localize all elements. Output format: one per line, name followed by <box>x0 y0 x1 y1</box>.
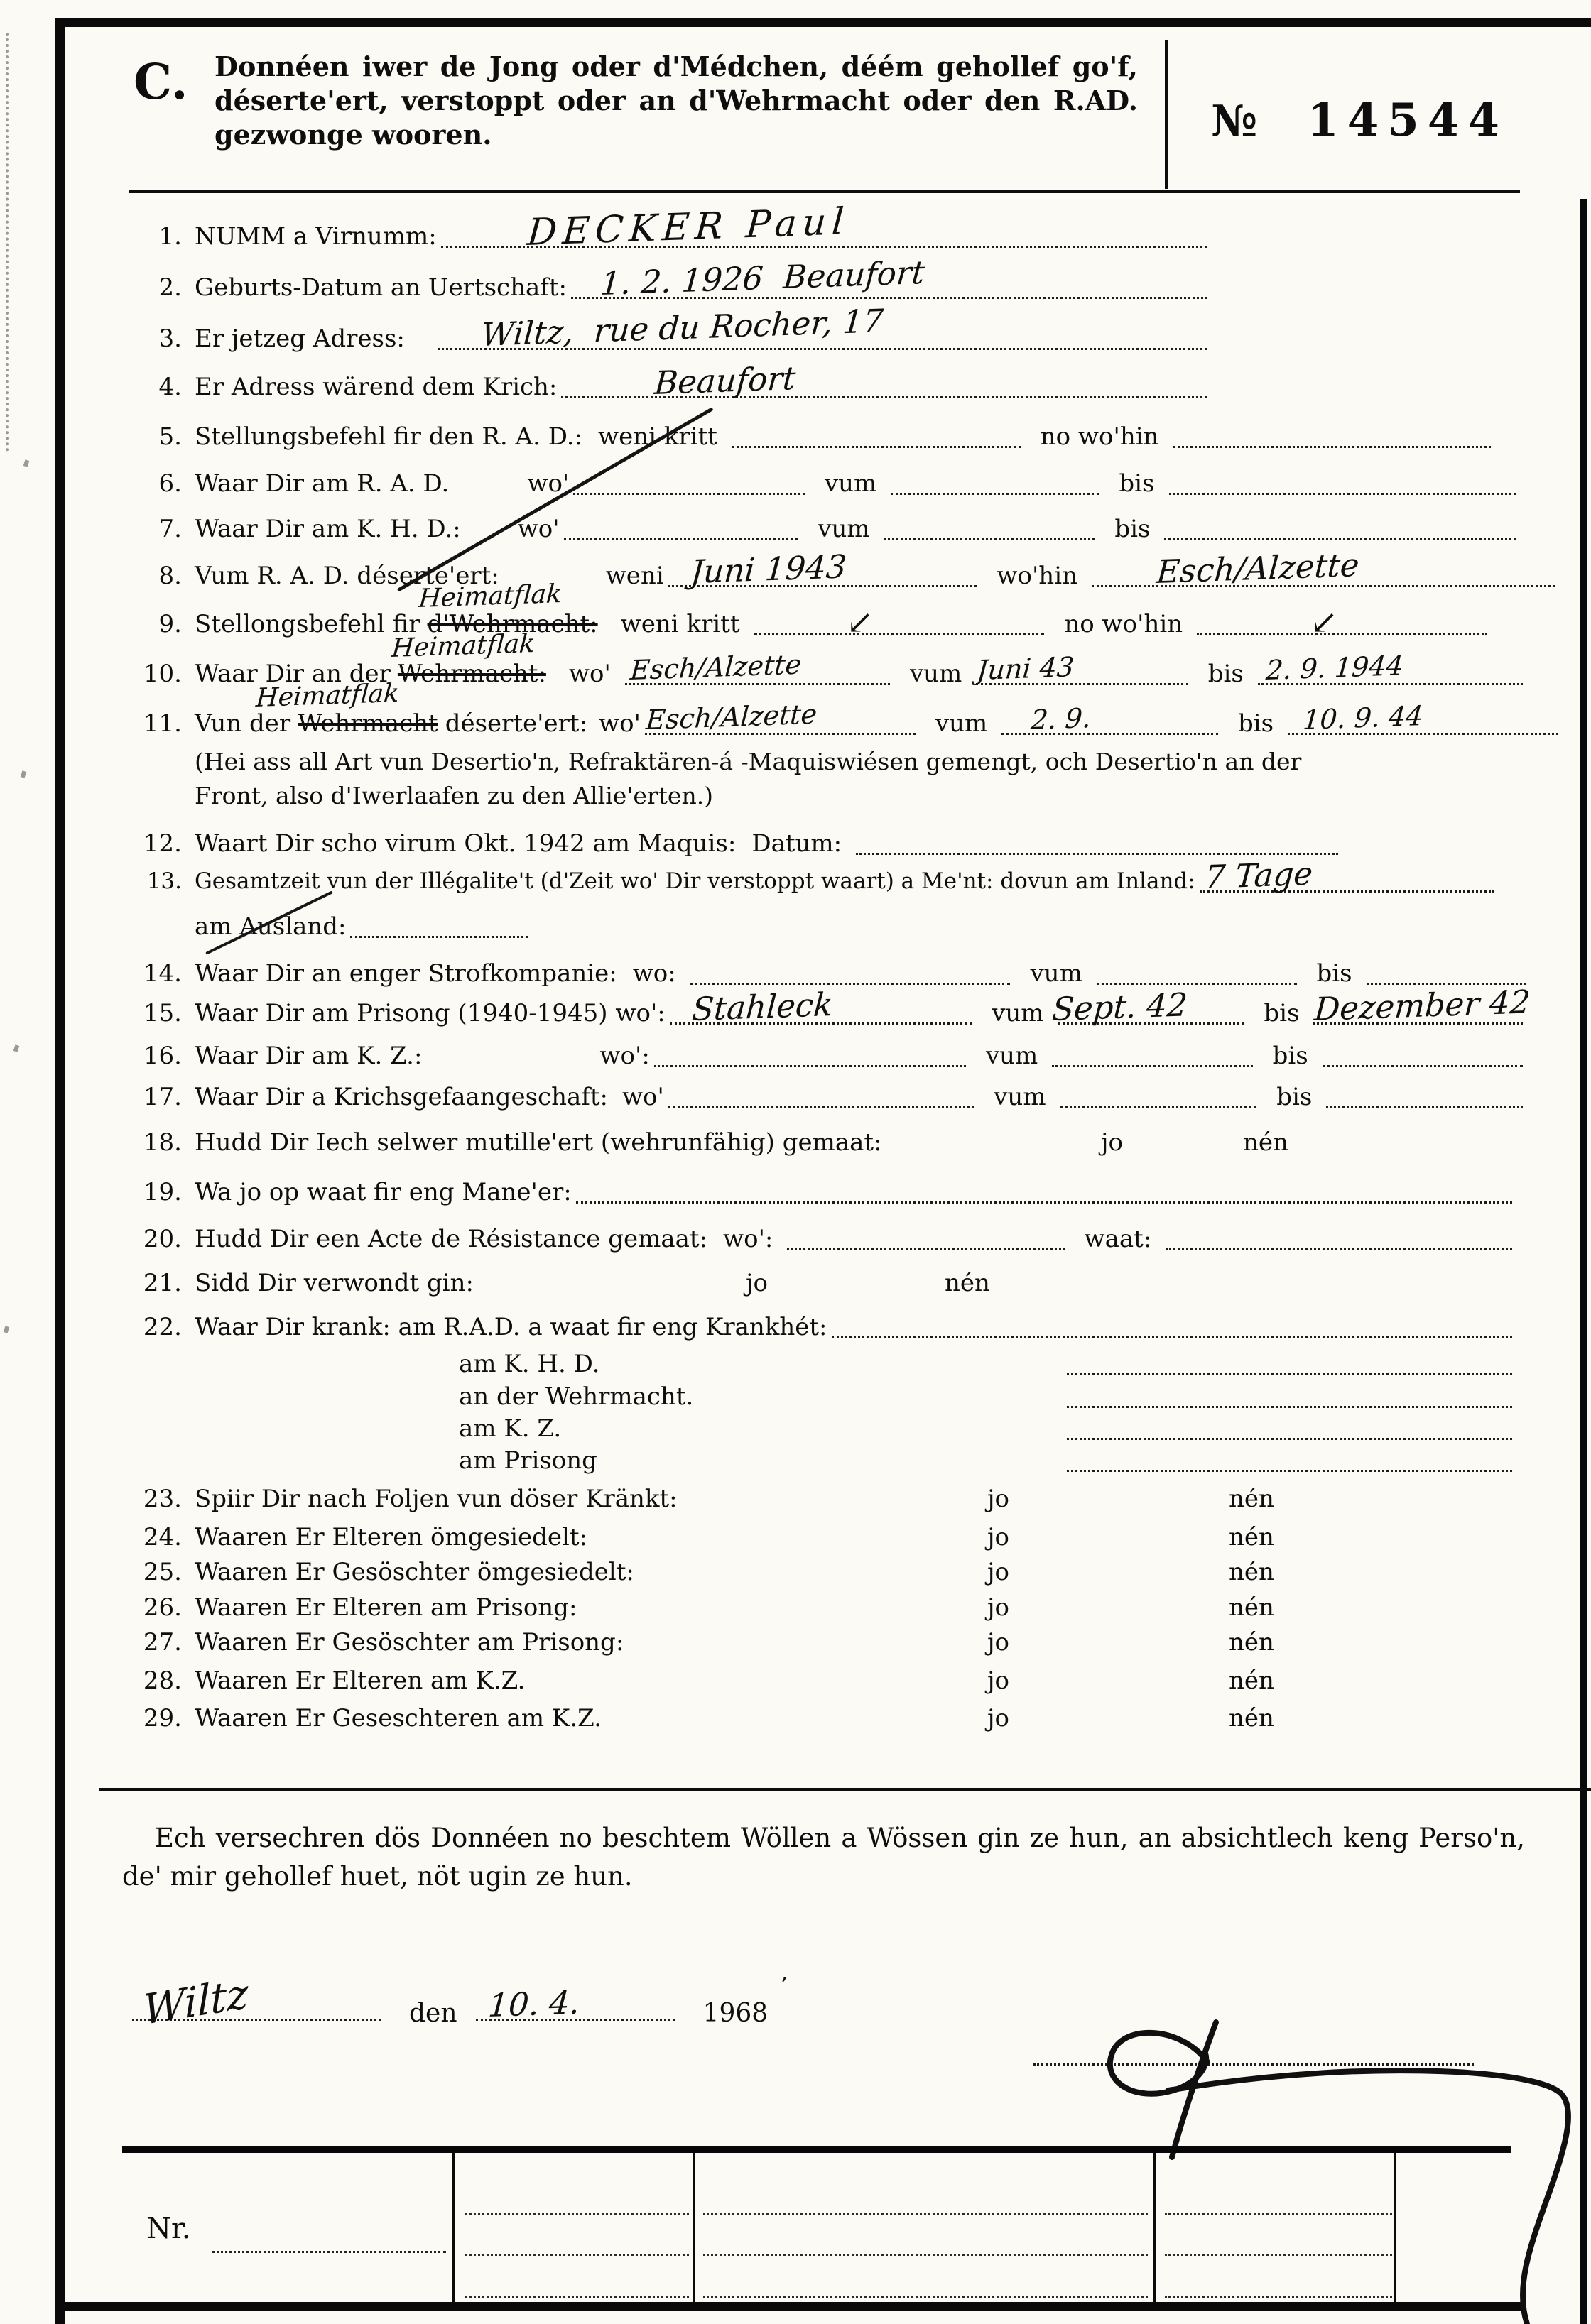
table-dotted-line <box>703 2225 1148 2256</box>
form-row <box>135 678 1563 741</box>
printed-text: bis <box>1237 709 1274 738</box>
printed-text: NUMM a Virnumm: <box>195 222 437 251</box>
dotted-blank <box>571 253 1207 303</box>
dotted-blank <box>1313 983 1532 1029</box>
row-number: 25. <box>143 1558 182 1586</box>
dotted-blank <box>1164 508 1516 540</box>
handwriting-correction: Heimatflak <box>417 579 563 613</box>
row-number: 29. <box>143 1704 182 1733</box>
printed-text: Sidd Dir verwondt gin: <box>195 1269 474 1297</box>
row-number: 8. <box>158 562 182 590</box>
struck-word: Wehrmacht <box>298 709 438 738</box>
row-number: 22. <box>143 1313 182 1341</box>
printed-text: wo' <box>517 515 560 543</box>
row-number: 3. <box>158 324 182 353</box>
dotted-blank <box>1060 1076 1257 1108</box>
handwriting-entry: 1. 2. 1926 Beaufort <box>599 253 926 303</box>
form-row <box>135 545 1559 594</box>
row-number: 11. <box>143 709 182 738</box>
form-row <box>135 200 1211 255</box>
table-dotted-line <box>1165 2225 1392 2256</box>
printed-text: an der Wehrmacht. <box>459 1382 694 1411</box>
row-number: 7. <box>158 515 182 543</box>
printed-text: bis <box>1316 959 1352 988</box>
corrected-text <box>255 678 438 741</box>
printed-text: Waar Dir an der <box>195 660 391 688</box>
form-row <box>135 253 1211 305</box>
printed-text: vum <box>818 515 870 543</box>
scan-speck <box>23 459 29 467</box>
header-intro-text: Donnéen iwer de Jong oder d'Médchen, déém gehollef go'f, déserte'ert, verstoppt oder an d'Wehrmacht oder den R.AD. gezwonge wooren. <box>215 50 1138 151</box>
row-number: 1. <box>158 222 182 251</box>
row-number: 27. <box>143 1628 182 1657</box>
form-row <box>135 854 1499 899</box>
printed-text: Waaren Er Gesöschter am Prisong: <box>195 1628 624 1657</box>
dotted-blank <box>654 1035 966 1067</box>
table-dotted-line <box>465 2225 689 2256</box>
dotted-blank <box>1200 854 1494 897</box>
handwriting-correction: Heimatflak <box>390 628 536 663</box>
form-row <box>135 359 1211 405</box>
printed-text: nén <box>1243 1128 1288 1157</box>
dotted-blank <box>891 463 1099 495</box>
row-number: 21. <box>143 1269 182 1297</box>
printed-text: nén <box>1229 1485 1274 1513</box>
page-border-right <box>1580 199 1587 2324</box>
section-divider-rule <box>99 1788 1591 1791</box>
struck-word: Wehrmacht: <box>397 660 546 688</box>
handwriting-entry: Wiltz, rue du Rocher, 17 <box>479 302 885 354</box>
dotted-blank <box>1067 1408 1512 1440</box>
dotted-blank <box>1166 1218 1512 1250</box>
handwriting-entry: 10. 9. 44 <box>1301 699 1425 736</box>
printed-text: bis <box>1272 1042 1308 1070</box>
printed-text: Waart Dir scho virum Okt. 1942 am Maquis: <box>195 829 737 858</box>
printed-text: nén <box>1229 1593 1274 1622</box>
dotted-blank <box>1323 1035 1523 1067</box>
handwriting-entry: Sept. 42 <box>1050 986 1188 1029</box>
dotted-blank <box>1067 1376 1512 1408</box>
dotted-blank <box>670 985 972 1029</box>
printed-text: waat: <box>1084 1225 1152 1253</box>
form-row <box>135 1032 1527 1074</box>
printed-text: wo' <box>599 709 641 738</box>
printed-text: am K. Z. <box>459 1414 562 1443</box>
handwriting-entry: ↙ <box>1310 603 1338 641</box>
declaration-text: Ech versechren dös Donnéen no beschtem Wöllen a Wössen gin ze hun, an absichtlech keng Perso'n, de' mir gehollef huet, nöt ugin ze hun. <box>122 1823 1525 1892</box>
row-number: 20. <box>143 1225 182 1253</box>
printed-text: nén <box>1229 1558 1274 1586</box>
dotted-blank <box>1092 545 1555 591</box>
dotted-blank <box>690 953 1011 985</box>
row-number: 28. <box>143 1666 182 1695</box>
corrected-text <box>390 628 546 692</box>
printed-text: Waar Dir am K. Z.: <box>195 1042 423 1070</box>
printed-text: wo: <box>632 959 676 988</box>
form-row <box>135 413 1495 454</box>
printed-text: Spiir Dir nach Foljen vun döser Kränkt: <box>195 1485 678 1513</box>
handwriting-entry: 7 Tage <box>1203 854 1314 897</box>
printed-text: bis <box>1207 660 1244 688</box>
scan-speck <box>4 1326 9 1333</box>
printed-text: jo <box>987 1593 1010 1622</box>
dotted-blank <box>732 416 1021 448</box>
table-dotted-line <box>1165 2184 1392 2215</box>
printed-text: vum <box>994 1083 1046 1111</box>
printed-text: Stellungsbefehl fir den R. A. D.: <box>195 422 583 451</box>
form-row <box>135 1437 1516 1478</box>
table-divider <box>693 2153 695 2311</box>
header-rule <box>129 190 1520 193</box>
dotted-blank <box>644 698 916 736</box>
printed-text: jo <box>987 1485 1010 1513</box>
printed-text: am K. H. D. <box>459 1350 600 1378</box>
dotted-blank <box>856 823 1338 855</box>
handwriting-entry: Esch/Alzette <box>1155 545 1361 591</box>
printed-text: nén <box>1229 1628 1274 1657</box>
handwriting-entry: Stahleck <box>690 985 835 1029</box>
printed-text: vum <box>935 709 988 738</box>
place-blank <box>132 1969 381 2035</box>
printed-text: vum <box>985 1042 1038 1070</box>
printed-text: nén <box>1229 1666 1274 1695</box>
table-dotted-line <box>703 2268 1148 2298</box>
row-number: 4. <box>158 373 182 401</box>
pen-tick: ’ <box>781 1973 788 1998</box>
form-row <box>135 820 1342 861</box>
printed-text: Geburts-Datum an Uertschaft: <box>195 273 567 302</box>
form-row <box>135 903 533 944</box>
handwriting-entry: Esch/Alzette <box>629 648 803 687</box>
row-number: 13. <box>146 868 182 894</box>
handwriting-correction: Heimatflak <box>255 678 401 713</box>
row-number: 14. <box>143 959 182 988</box>
printed-text: Waar Dir am R. A. D. <box>195 469 450 498</box>
row-number: 2. <box>158 273 182 302</box>
printed-text: weni kritt <box>598 422 717 451</box>
printed-text: Waaren Er Elteren ömgesiedelt: <box>195 1523 587 1551</box>
numero-sign: № <box>1211 97 1258 146</box>
printed-text: Waar Dir a Krichsgefaangeschaft: <box>195 1083 608 1111</box>
table-divider <box>1394 2153 1396 2311</box>
handwritten-place: Wiltz <box>143 1969 249 2035</box>
form-row <box>135 983 1532 1031</box>
printed-text: Waar Dir an enger Strofkompanie: <box>195 959 617 988</box>
dotted-blank <box>884 508 1095 540</box>
row-number: 9. <box>158 610 182 638</box>
row-number: 17. <box>143 1083 182 1111</box>
dotted-blank <box>1067 1440 1512 1472</box>
printed-text: jo <box>987 1704 1010 1733</box>
printed-text: déserte'ert: <box>445 709 588 738</box>
dotted-blank <box>1173 416 1491 448</box>
den-label: den <box>409 1999 457 2028</box>
printed-text: Waaren Er Gesöschter ömgesiedelt: <box>195 1558 634 1586</box>
printed-text: nén <box>1229 1704 1274 1733</box>
row-number: 23. <box>143 1485 182 1513</box>
form-row <box>135 1695 1413 1736</box>
form-row <box>135 1657 1413 1698</box>
dotted-blank <box>350 906 528 938</box>
page-border-left <box>55 18 65 2324</box>
row-number: 18. <box>143 1128 182 1157</box>
printed-text: bis <box>1119 469 1155 498</box>
printed-text: no wo'hin <box>1064 610 1183 638</box>
printed-text: Waaren Er Elteren am Prisong: <box>195 1593 577 1622</box>
form-row <box>135 1169 1516 1210</box>
dotted-blank <box>1288 699 1558 736</box>
printed-text: Waar Dir am Prisong (1940-1945) wo': <box>195 999 666 1027</box>
printed-text: Vun der <box>195 709 291 738</box>
form-row <box>135 1260 1413 1301</box>
dotted-blank <box>564 508 798 540</box>
dotted-blank <box>1258 650 1523 687</box>
struck-word: d'Wehrmacht: <box>427 610 598 638</box>
printed-text: am Prisong <box>459 1446 597 1475</box>
form-number-block <box>1211 94 1508 147</box>
printed-text: wo': <box>723 1225 773 1253</box>
printed-text: bis <box>1276 1083 1313 1111</box>
table-dotted-line <box>703 2184 1148 2215</box>
handwriting-entry: Juni 43 <box>976 651 1075 687</box>
printed-text: vum <box>824 469 877 498</box>
printed-text: bis <box>1114 515 1151 543</box>
row-number: 24. <box>143 1523 182 1551</box>
row-number: 10. <box>143 660 182 688</box>
printed-text: vum <box>1030 959 1082 988</box>
printed-text: Er Adress wärend dem Krich: <box>195 373 558 401</box>
form-row <box>135 1619 1413 1660</box>
section-letter: C. <box>134 54 188 111</box>
printed-text: Gesamtzeit vun der Illégalite't (d'Zeit wo' Dir verstoppt waart) a Me'nt: dovun am Inland: <box>195 868 1195 894</box>
row-number: 16. <box>143 1042 182 1070</box>
dotted-blank <box>1367 953 1526 985</box>
handwriting-entry: Beaufort <box>653 359 798 403</box>
dotted-blank <box>1052 1035 1252 1067</box>
form-row <box>135 460 1520 501</box>
handwriting-entry: ↙ <box>846 603 874 641</box>
form-row <box>135 1074 1527 1115</box>
bottom-table <box>122 2146 1511 2311</box>
printed-text: Hudd Dir een Acte de Résistance gemaat: <box>195 1225 707 1253</box>
handwritten-date: 10. 4. <box>487 1983 581 2025</box>
dotted-blank <box>976 653 1188 685</box>
row-number: 19. <box>143 1178 182 1206</box>
printed-text: am Ausland: <box>195 912 347 941</box>
printed-text: jo <box>746 1269 769 1297</box>
printed-text: Datum: <box>751 829 842 858</box>
printed-text: Waar Dir am K. H. D.: <box>195 515 461 543</box>
printed-text: Hudd Dir Iech selwer mutille'ert (wehrunfähig) gemaat: <box>195 1128 882 1157</box>
year-label: 1968 <box>702 1999 769 2028</box>
form-number: 14544 <box>1307 94 1508 147</box>
date-blank <box>476 1983 675 2025</box>
printed-text: jo <box>987 1558 1010 1586</box>
date-line <box>128 1957 1080 2035</box>
form-row <box>135 1475 1413 1517</box>
dotted-blank <box>832 1306 1512 1338</box>
page-border-top <box>55 18 1591 27</box>
dotted-blank <box>1326 1076 1523 1108</box>
form-row <box>135 1216 1516 1257</box>
printed-text: wo' <box>527 469 570 498</box>
row-number: 6. <box>158 469 182 498</box>
printed-text: weni kritt <box>620 610 740 638</box>
printed-text: vum <box>909 660 962 688</box>
row-number: 15. <box>143 999 182 1027</box>
printed-text: Stellongsbefehl fir <box>195 610 420 638</box>
dotted-blank <box>561 359 1207 403</box>
dotted-blank <box>438 302 1207 354</box>
form-row <box>135 773 1484 814</box>
scan-speck <box>21 770 26 778</box>
header-divider <box>1165 40 1168 189</box>
dotted-blank <box>1001 703 1218 735</box>
printed-text: bis <box>1264 999 1300 1027</box>
printed-text: wo': <box>599 1042 650 1070</box>
printed-text: Vum R. A. D. déserte'ert: <box>195 562 499 590</box>
row-number: 5. <box>158 422 182 451</box>
scan-artifact-dots <box>6 33 9 452</box>
printed-text: Wa jo op waat fir eng Mane'er: <box>195 1178 572 1206</box>
dotted-blank <box>625 648 890 687</box>
printed-text: jo <box>987 1523 1010 1551</box>
table-divider <box>452 2153 455 2311</box>
row-number: 12. <box>143 829 182 858</box>
form-row <box>135 1304 1516 1345</box>
form-row <box>135 579 1492 642</box>
row-number: 26. <box>143 1593 182 1622</box>
dotted-blank <box>1067 1343 1512 1375</box>
table-dotted-line <box>1165 2268 1392 2298</box>
nr-label: Nr. <box>146 2213 191 2245</box>
printed-text: Er jetzeg Adress: <box>195 324 405 353</box>
printed-text: Front, also d'Iwerlaafen zu den Allie'erten.) <box>195 782 714 809</box>
form-row <box>135 506 1520 547</box>
table-dotted-line <box>465 2184 689 2215</box>
printed-text: weni <box>605 562 664 590</box>
printed-text: Waaren Er Geseschteren am K.Z. <box>195 1704 602 1733</box>
handwriting-entry: DECKER Paul <box>526 200 851 255</box>
printed-text: nén <box>1229 1523 1274 1551</box>
dotted-blank <box>1169 463 1516 495</box>
dotted-blank <box>441 200 1207 255</box>
dotted-blank <box>1097 953 1297 985</box>
printed-text: jo <box>987 1666 1010 1695</box>
handwriting-entry: Esch/Alzette <box>644 698 818 736</box>
printed-text: nén <box>945 1269 990 1297</box>
printed-text: wo' <box>621 1083 664 1111</box>
printed-text: (Hei ass all Art vun Desertio'n, Refraktären-á -Maquiswiésen gemengt, och Desertio'n an der <box>195 748 1302 775</box>
dotted-blank <box>668 1076 974 1108</box>
printed-text: wo' <box>568 660 611 688</box>
printed-text: wo'hin <box>997 562 1077 590</box>
dotted-blank <box>787 1218 1064 1250</box>
nr-blank <box>212 2218 446 2253</box>
printed-text: Waar Dir krank: am R.A.D. a waat fir eng Krankhét: <box>195 1313 827 1341</box>
printed-text: jo <box>987 1628 1010 1657</box>
dotted-blank <box>1197 603 1487 641</box>
printed-text: vum <box>992 999 1044 1027</box>
form-row <box>135 302 1211 356</box>
dotted-blank <box>668 547 977 591</box>
printed-text: Waaren Er Elteren am K.Z. <box>195 1666 526 1695</box>
handwriting-entry: Juni 1943 <box>689 547 848 591</box>
dotted-blank <box>1050 986 1244 1029</box>
form-row <box>135 1119 1520 1160</box>
dotted-blank <box>754 603 1045 641</box>
printed-text: no wo'hin <box>1040 422 1159 451</box>
dotted-blank <box>576 1172 1512 1204</box>
scan-speck <box>13 1044 19 1052</box>
table-dotted-line <box>465 2268 689 2298</box>
handwriting-entry: Dezember 42 <box>1313 983 1532 1029</box>
printed-text: jo <box>1101 1128 1124 1157</box>
handwriting-entry: 2. 9. <box>1030 702 1092 736</box>
handwriting-entry: 2. 9. 1944 <box>1264 650 1405 687</box>
table-divider <box>1153 2153 1156 2311</box>
